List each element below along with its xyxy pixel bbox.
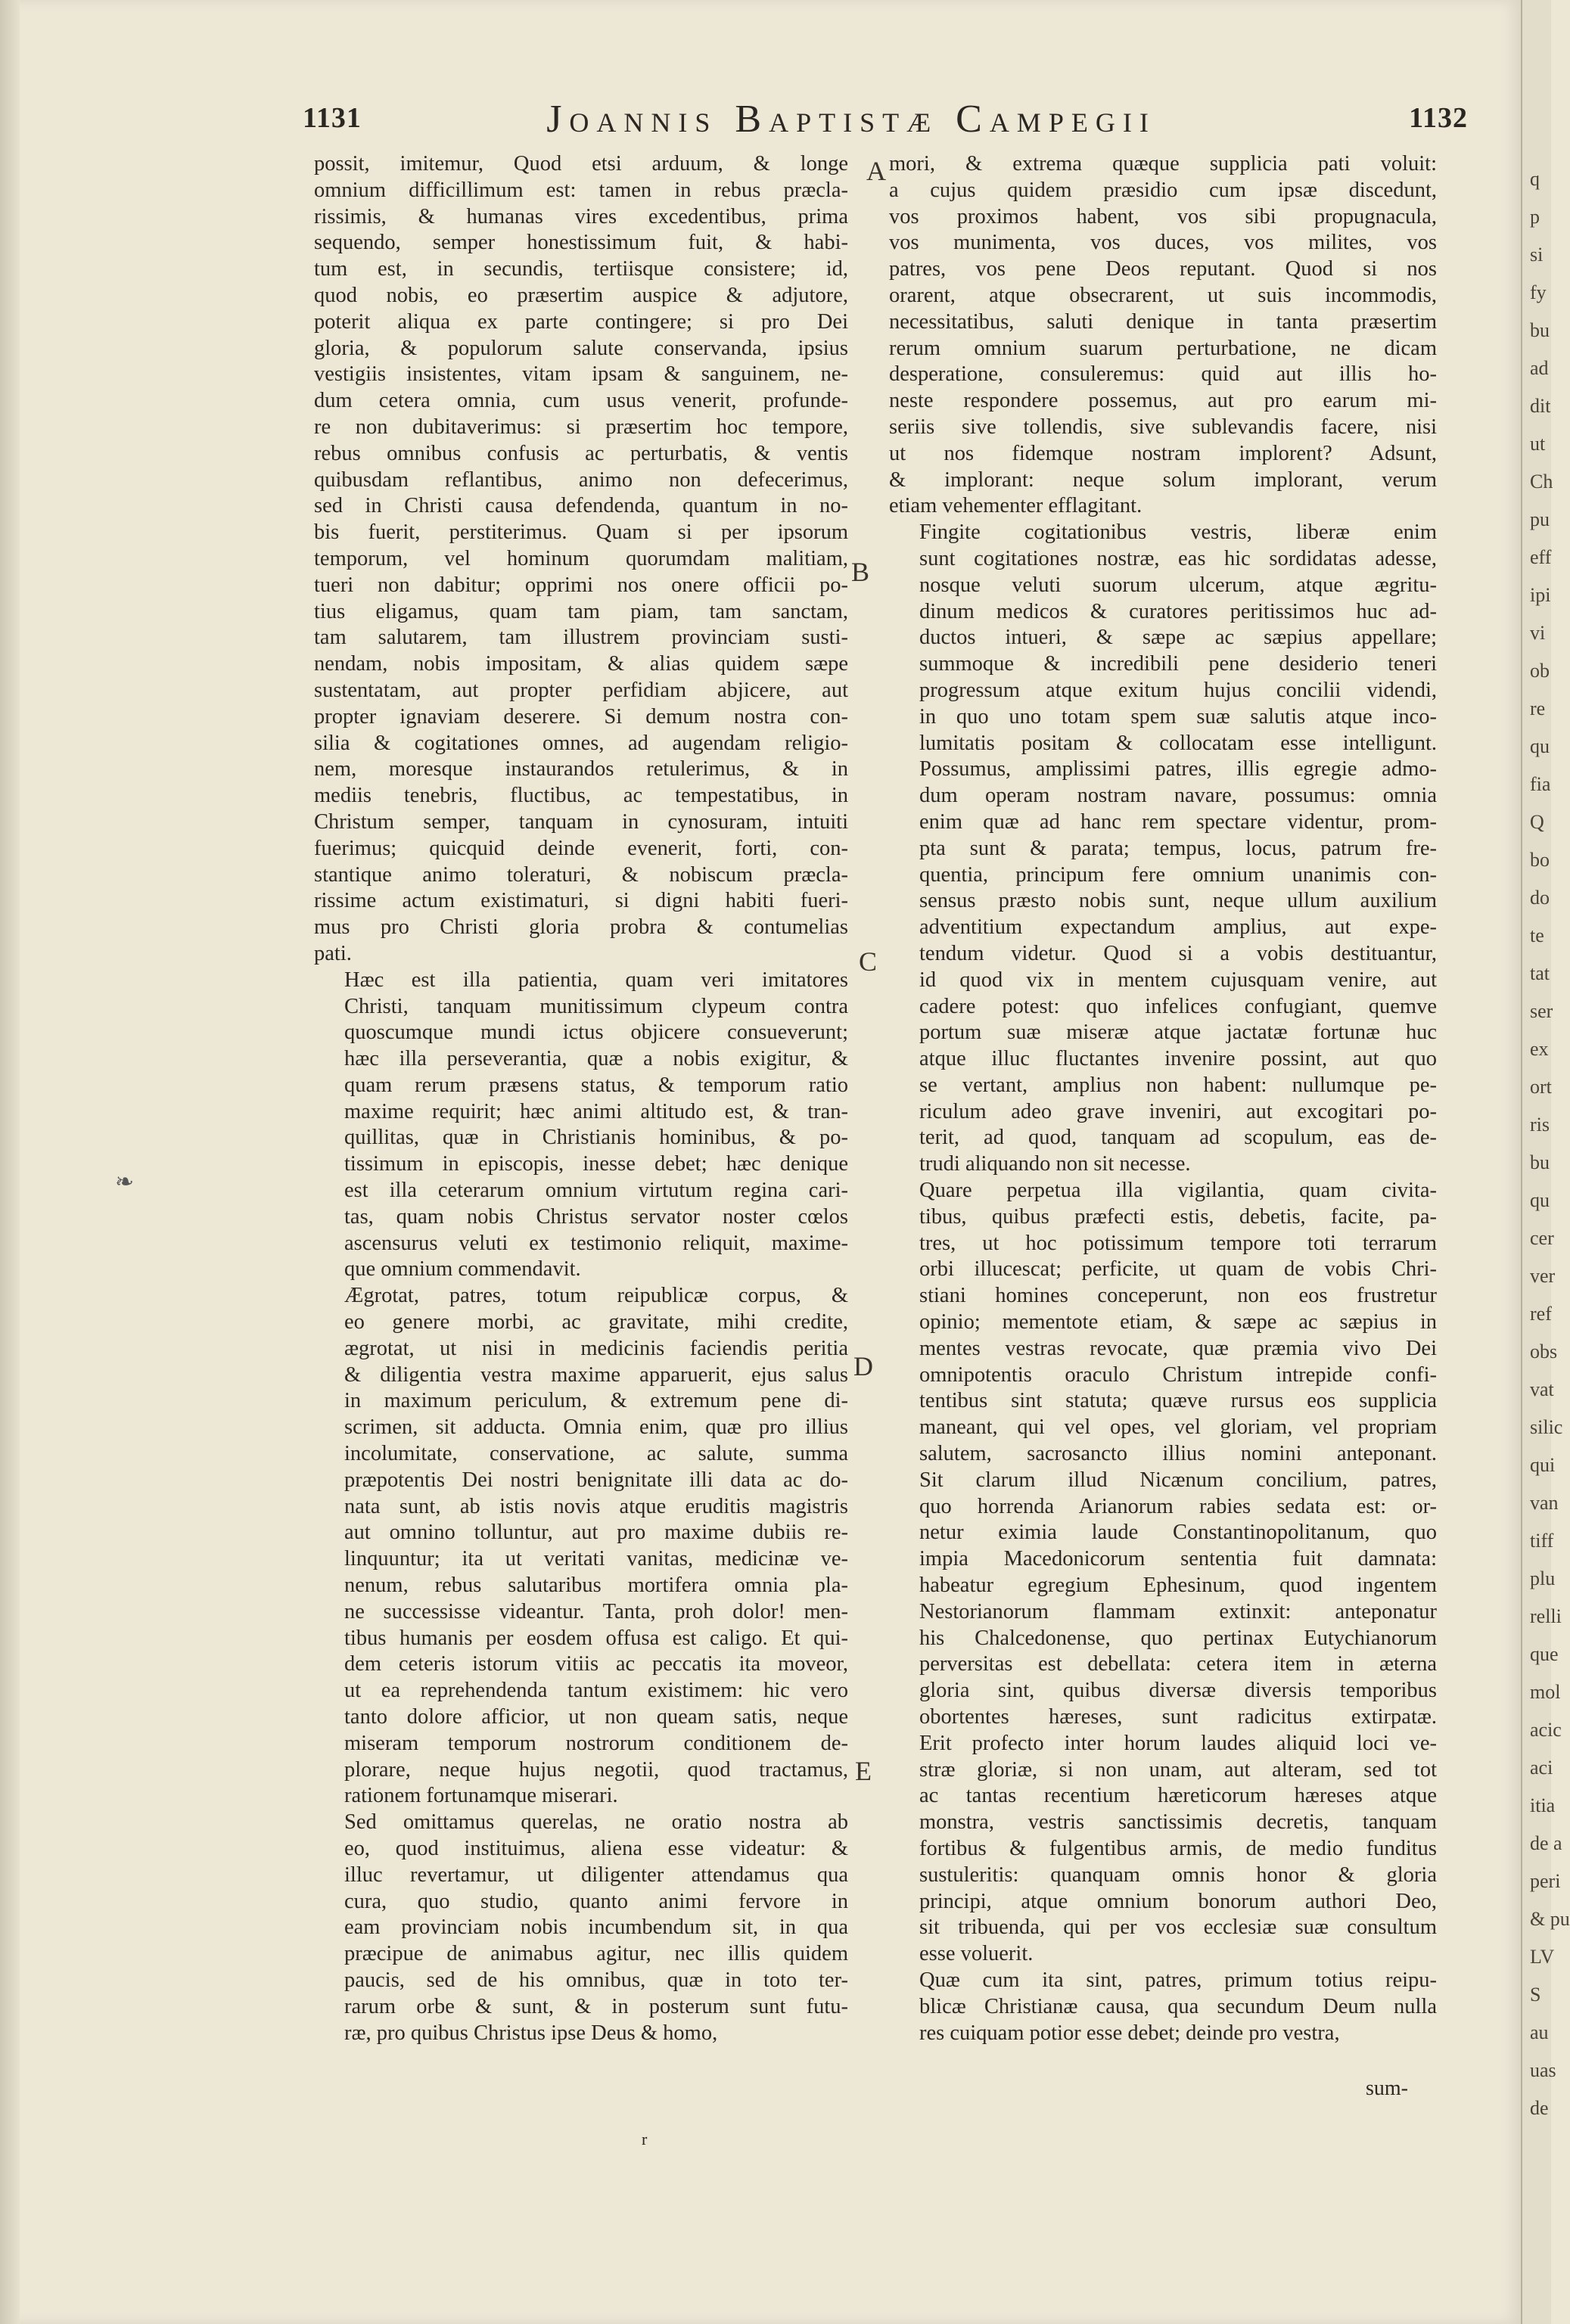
text-line: Sed omittamus querelas, ne oratio nostra ab <box>344 1810 848 1835</box>
margin-letter-c: C <box>859 946 878 977</box>
text-line: fuerimus; quicquid deinde evenerit, forti, con- <box>314 836 848 860</box>
facing-page-fragment: fy <box>1530 281 1547 303</box>
facing-page-fragment: relli <box>1530 1605 1562 1627</box>
text-line: illuc revertamur, ut diligenter attendamus qua <box>344 1863 848 1887</box>
text-line: fortibus & fulgentibus armis, de medio funditus <box>919 1837 1437 1860</box>
text-line: Christi, tanquam munitissimum clypeum contra <box>344 994 848 1018</box>
text-line: Sit clarum illud Nicænum concilium, patres, <box>919 1468 1437 1492</box>
text-line: ut ea reprehendenda tantum existimem: hic vero <box>344 1679 848 1703</box>
text-line: trudi aliquando non sit necesse. <box>919 1152 1191 1176</box>
facing-page-fragment: ipi <box>1530 584 1551 606</box>
facing-page-fragment: tat <box>1530 962 1550 984</box>
paragraph <box>889 1968 1437 2046</box>
text-line: Fingite cogitationibus vestris, liberæ enim <box>919 520 1437 545</box>
text-line: & implorant: neque solum implorant, verum <box>889 468 1437 492</box>
text-line: vos munimenta, vos duces, vos milites, vos <box>889 231 1437 255</box>
text-line: poterit aliqua ex parte contingere; si pro Dei <box>314 309 848 334</box>
text-line: tres, ut hoc potissimum tempore toti terrarum <box>919 1231 1437 1255</box>
text-line: ductos intueri, & sæpe ac sæpius appellare; <box>919 626 1437 650</box>
text-line: que omnium commendavit. <box>344 1257 581 1282</box>
facing-page-fragment: si <box>1530 244 1544 266</box>
text-line: scrimen, sit adducta. Omnia enim, quæ pro illius <box>344 1415 848 1440</box>
text-line: terit, ad quod, tanquam ad scopulum, eas de- <box>919 1126 1437 1150</box>
text-line: eam provinciam nobis incumbendum sit, in qua <box>344 1915 848 1940</box>
margin-letter-a: A <box>866 156 886 186</box>
text-line: paucis, sed de his omnibus, quæ in toto ter- <box>344 1968 848 1992</box>
facing-page-fragment: re <box>1530 698 1546 719</box>
text-line: sunt cogitationes nostræ, eas hic sordidatas adesse, <box>919 546 1437 570</box>
text-line: quam rerum præsens status, & temporum ratio <box>344 1073 848 1097</box>
facing-page-fragment: bu <box>1530 319 1550 341</box>
text-line: dinum medicos & curatores peritissimos huc ad- <box>919 599 1437 623</box>
text-line: rebus omnibus confusis ac perturbatis, & ventis <box>314 441 848 465</box>
text-line: lumitatis positam & collocatam esse intelligunt. <box>919 731 1437 755</box>
text-line: nendam, nobis impositam, & alias quidem sæpe <box>314 652 848 676</box>
text-line: tissimum in episcopis, inesse debet; hæc denique <box>344 1152 848 1176</box>
text-line: a cujus quidem præsidio cum ipsæ discedunt, <box>889 178 1437 202</box>
text-line: silia & cogitationes omnes, ad augendam religio- <box>314 731 848 755</box>
facing-page-fragment: qu <box>1530 735 1550 757</box>
text-line: omnipotentis oraculo Christum intrepide confi- <box>919 1362 1437 1387</box>
text-line: stiani homines conceperunt, non eos frustretur <box>919 1284 1437 1308</box>
text-line: ræ, pro quibus Christus ipse Deus & homo, <box>344 2021 718 2045</box>
facing-page-fragment: vat <box>1530 1378 1554 1400</box>
text-line: seriis sive tollendis, sive sublevandis facere, nisi <box>889 415 1437 439</box>
facing-page-fragment: silic <box>1530 1416 1563 1438</box>
text-line: desperatione, consuleremus: quid aut illis ho- <box>889 362 1437 387</box>
text-line: incolumitate, conservatione, ac salute, summa <box>344 1442 848 1466</box>
paragraph <box>314 151 848 968</box>
facing-page-fragment: au <box>1530 2021 1549 2043</box>
text-line: Quæ cum ita sint, patres, primum totius reipu- <box>919 1968 1437 1992</box>
facing-page-fragment: ref <box>1530 1303 1552 1325</box>
margin-letter-e: E <box>855 1756 872 1786</box>
text-line: temporum, vel hominum quorumdam malitiam, <box>314 546 848 570</box>
text-line: orarent, atque obsecrarent, ut suis incommodis, <box>889 283 1437 307</box>
text-line: aut omnino tolluntur, aut pro maxime dubiis re- <box>344 1521 848 1545</box>
margin-letter-b: B <box>851 557 870 587</box>
facing-page-fragment: qu <box>1530 1189 1550 1211</box>
text-line: sensus præsto nobis sunt, neque ullum auxilium <box>919 889 1437 913</box>
text-line: vestigiis insistentes, vitam ipsam & sanguinem, ne- <box>314 362 848 387</box>
facing-page-fragment: fia <box>1530 773 1551 795</box>
paragraph <box>889 520 1437 1178</box>
text-line: mori, & extrema quæque supplicia pati voluit: <box>889 152 1437 176</box>
text-line: blicæ Christianæ causa, qua secundum Deum nulla <box>919 1994 1437 2018</box>
text-line: hæc illa perseverantia, quæ a nobis exigitur, & <box>344 1047 848 1071</box>
text-line: esse voluerit. <box>919 1942 1034 1966</box>
text-line: præcipue de animabus agitur, nec illis quidem <box>344 1942 848 1966</box>
text-line: gloria, & populorum salute conservanda, ipsius <box>314 336 848 360</box>
facing-page-fragment: vi <box>1530 622 1546 644</box>
facing-page-fragment: & pu <box>1530 1908 1570 1930</box>
catchword: sum- <box>1366 2077 1408 2100</box>
text-line: tentibus sint statuta; quæve rursus eos supplicia <box>919 1389 1437 1413</box>
text-line: re non dubitaverimus: si præsertim hoc tempore, <box>314 415 848 439</box>
text-line: sit tribuenda, qui per vos ecclesiæ suæ consultum <box>919 1915 1437 1940</box>
text-line: tibus, quibus præfecti estis, debetis, facite, pa- <box>919 1204 1437 1229</box>
text-line: præpotentis Dei nostri benignitate illi data ac do- <box>344 1468 848 1492</box>
facing-page-fragment: ob <box>1530 660 1550 682</box>
text-line: enim quæ ad hanc rem spectare videntur, prom- <box>919 809 1437 834</box>
text-line: riculum adeo grave inveniri, aut excogitari po- <box>919 1099 1437 1123</box>
running-head <box>303 97 1468 150</box>
text-line: propter ignaviam deserere. Si demum nostra con- <box>314 704 848 729</box>
facing-page-fragment: p <box>1530 206 1540 228</box>
text-line: impia Macedonicorum sententia fuit damnata: <box>919 1547 1437 1571</box>
text-line: Quare perpetua illa vigilantia, quam civita- <box>919 1179 1437 1203</box>
text-line: nenum, rebus salutaribus mortifera omnia pla- <box>344 1574 848 1598</box>
facing-page-fragment: cer <box>1530 1227 1554 1249</box>
text-line: res cuiquam potior esse debet; deinde pro vestra, <box>919 2021 1340 2045</box>
facing-page-fragment: uas <box>1530 2059 1556 2081</box>
text-line: quod nobis, eo præsertim auspice & adjutore, <box>314 283 848 307</box>
paragraph <box>889 151 1437 520</box>
text-line: pta sunt & parata; tempus, locus, patrum fre- <box>919 836 1437 860</box>
margin-letter-d: D <box>853 1351 873 1381</box>
text-line: ut nos fidemque nostram implorent? Adsunt, <box>889 441 1437 465</box>
facing-page-fragment: ver <box>1530 1265 1556 1287</box>
text-line: netur eximia laude Constantinopolitanum, quo <box>919 1521 1437 1545</box>
text-line: perversitas est debellata: cetera item in æterna <box>919 1652 1437 1676</box>
facing-page-fragment: ris <box>1530 1114 1550 1136</box>
text-line: quo horrenda Arianorum rabies sedata est: or- <box>919 1494 1437 1518</box>
text-line: dum cetera omnia, cum usus venerit, profunde- <box>314 389 848 413</box>
text-line: adventitium expectandum amplius, aut expe- <box>919 915 1437 940</box>
facing-page-fragment: do <box>1530 887 1550 909</box>
page-number-right: 1132 <box>1409 102 1468 134</box>
facing-page-fragment: aci <box>1530 1757 1553 1779</box>
text-line: his Chalcedonense, quo pertinax Eutychianorum <box>919 1626 1437 1650</box>
text-line: tibus humanis per eosdem offusa est caligo. Et qui- <box>344 1626 848 1650</box>
facing-page-fragment: bu <box>1530 1151 1550 1173</box>
text-line: dum operam nostram navare, possumus: omnia <box>919 784 1437 808</box>
text-line: plorare, neque hujus negotii, quod tractamus, <box>344 1757 848 1782</box>
text-line: tum est, in secundis, tertiisque consistere; id, <box>314 257 848 281</box>
text-line: ne successisse videantur. Tanta, proh dolor! men- <box>344 1599 848 1623</box>
text-line: stræ gloriæ, si non unam, aut alteram, sed tot <box>919 1757 1437 1782</box>
facing-page-fragment: ser <box>1530 1000 1553 1022</box>
text-line: tanto dolore afficior, ut non queam satis, neque <box>344 1705 848 1729</box>
text-line: cura, quo studio, quanto animi fervore in <box>344 1889 848 1913</box>
text-column-right <box>889 151 1437 2046</box>
text-line: sed in Christi causa defendenda, quantum in no- <box>314 494 848 518</box>
adjacent-page-edge <box>1521 0 1570 2324</box>
text-line: summoque & incredibili pene desiderio teneri <box>919 652 1437 676</box>
text-line: tius eligamus, quam tam piam, tam sanctam, <box>314 599 848 623</box>
text-line: & diligentia vestra maxime apparuerit, ejus salus <box>344 1362 848 1387</box>
paragraph <box>314 968 848 1284</box>
facing-page-fragment: ut <box>1530 433 1546 455</box>
text-line: nata sunt, ab istis novis atque eruditis magistris <box>344 1494 848 1518</box>
text-line: mus pro Christi gloria probra & contumelias <box>314 915 848 940</box>
facing-page-fragment: ort <box>1530 1076 1552 1098</box>
facing-page-fragment: Ch <box>1530 471 1553 492</box>
facing-page-fragment: Q <box>1530 811 1544 833</box>
text-line: maxime requirit; hæc animi altitudo est, & tran- <box>344 1099 848 1123</box>
text-line: eo genere morbi, ac gravitate, mihi credite, <box>344 1310 848 1334</box>
paragraph <box>889 1178 1437 1968</box>
text-line: obortentes hæreses, sunt radicitus extirpatæ. <box>919 1705 1437 1729</box>
text-line: quillitas, quæ in Christianis hominibus, & po- <box>344 1126 848 1150</box>
facing-page-fragment: de <box>1530 2097 1549 2119</box>
text-line: dem ceteris istorum vitiis ac peccatis ita moveor, <box>344 1652 848 1676</box>
text-line: rissime actum existimaturi, si digni habiti fueri- <box>314 889 848 913</box>
text-line: Christum semper, tanquam in cynosuram, intuiti <box>314 809 848 834</box>
text-line: vos proximos habent, vos sibi propugnacula, <box>889 204 1437 228</box>
text-line: quoscumque mundi ictus objicere consueverunt; <box>344 1021 848 1045</box>
text-line: portum suæ miseræ atque jactatæ fortunæ huc <box>919 1021 1437 1045</box>
text-line: atque illuc fluctantes invenire possint, aut quo <box>919 1047 1437 1071</box>
text-line: neste respondere possemus, aut pro earum mi- <box>889 389 1437 413</box>
facing-page-fragment: peri <box>1530 1870 1561 1892</box>
binding-gutter <box>0 0 20 2324</box>
text-line: omnium difficillimum est: tamen in rebus præcla- <box>314 178 848 202</box>
facing-page-fragment: bo <box>1530 849 1550 871</box>
facing-page-fragment: acic <box>1530 1719 1562 1741</box>
text-line: Ægrotat, patres, totum reipublicæ corpus, & <box>344 1284 848 1308</box>
text-line: in quo uno totam spem suæ salutis atque inco- <box>919 704 1437 729</box>
text-line: opinio; mementote etiam, & sæpe ac sæpius in <box>919 1310 1437 1334</box>
facing-page-fragment: pu <box>1530 508 1550 530</box>
text-line: sequendo, semper honestissimum fuit, & habi- <box>314 231 848 255</box>
text-line: sustentatam, aut propter perfidiam abjicere, aut <box>314 678 848 702</box>
text-line: ascensurus veluti ex testimonio reliquit, maxime- <box>344 1231 848 1255</box>
text-line: id quod vix in mentem cujusquam venire, aut <box>919 968 1437 992</box>
paragraph <box>314 1283 848 1810</box>
facing-page-fragment: que <box>1530 1643 1559 1665</box>
facing-page-fragment: obs <box>1530 1341 1558 1362</box>
text-line: habeatur egregium Ephesinum, quod ingentem <box>919 1574 1437 1598</box>
text-line: tendum videtur. Quod si a vobis destituantur, <box>919 941 1437 965</box>
page-number-left: 1131 <box>303 102 362 134</box>
facing-page-fragment: itia <box>1530 1794 1556 1816</box>
running-title: Joannis Baptistæ Campegii <box>546 98 1156 141</box>
text-line: mediis tenebris, fluctibus, ac tempestatibus, in <box>314 784 848 808</box>
facing-page-fragment: tiff <box>1530 1530 1554 1552</box>
text-line: Erit profecto inter horum laudes aliquid loci ve- <box>919 1731 1437 1755</box>
facing-page-fragment: ex <box>1530 1038 1549 1060</box>
facing-page-fragment: te <box>1530 924 1544 946</box>
text-line: rissimis, & humanas vires excedentibus, prima <box>314 204 848 228</box>
text-line: nem, moresque instaurandos retulerimus, & in <box>314 757 848 781</box>
text-line: miseram temporum nostrorum conditionem de- <box>344 1731 848 1755</box>
text-line: quentia, principum fere omnium unanimis con- <box>919 862 1437 887</box>
text-line: est illa ceterarum omnium virtutum regina cari- <box>344 1179 848 1203</box>
facing-page-fragment: dit <box>1530 395 1551 417</box>
facing-page-fragment: ad <box>1530 357 1549 379</box>
facing-page-fragment: van <box>1530 1492 1559 1514</box>
text-line: tam salutarem, tam illustrem provinciam susti- <box>314 626 848 650</box>
facing-page-fragment: q <box>1530 168 1540 190</box>
facing-page-fragment: plu <box>1530 1567 1556 1589</box>
text-line: mentes vestras revocate, quæ præmia vivo Dei <box>919 1336 1437 1360</box>
text-line: possit, imitemur, Quod etsi arduum, & longe <box>314 152 848 176</box>
text-line: linquuntur; ita ut veritati vanitas, medicinæ ve- <box>344 1547 848 1571</box>
text-line: cadere potest: quo infelices confugiant, quemve <box>919 994 1437 1018</box>
text-line: in maximum periculum, & extremum pene di- <box>344 1389 848 1413</box>
text-line: orbi illucescat; perficite, ut quam de vobis Chri- <box>919 1257 1437 1282</box>
text-line: maneant, qui vel opes, vel gloriam, vel propriam <box>919 1415 1437 1440</box>
facing-page-fragment: de a <box>1530 1832 1562 1854</box>
text-line: quibusdam reflantibus, animo non defecerimus, <box>314 468 848 492</box>
facing-page-fragment: qui <box>1530 1454 1556 1476</box>
text-line: Nestorianorum flammam extinxit: anteponatur <box>919 1599 1437 1623</box>
text-line: etiam vehementer efflagitant. <box>889 494 1143 518</box>
facing-page-fragment: mol <box>1530 1681 1561 1703</box>
text-line: ægrotat, ut nisi in medicinis faciendis peritia <box>344 1336 848 1360</box>
facing-page-fragment: S <box>1530 1984 1541 2006</box>
text-line: necessitatibus, saluti denique in tanta præsertim <box>889 309 1437 334</box>
text-line: stantique animo toleraturi, & nobiscum præcla- <box>314 862 848 887</box>
text-line: rerum omnium suarum perturbatione, ne dicam <box>889 336 1437 360</box>
paragraph <box>314 1810 848 2046</box>
text-line: tas, quam nobis Christus servator noster cœlos <box>344 1204 848 1229</box>
text-line: ac tantas recentium hæreticorum hæreses atque <box>919 1784 1437 1808</box>
signature-mark: r <box>642 2130 648 2148</box>
text-column-left <box>314 151 848 2046</box>
text-line: pati. <box>314 941 352 965</box>
text-line: eo, quod instituimus, aliena esse videatur: & <box>344 1837 848 1860</box>
facing-page-fragment: LV <box>1530 1946 1555 1968</box>
text-line: bis fuerit, perstiterimus. Quam si per ipsorum <box>314 520 848 545</box>
text-line: Possumus, amplissimi patres, illis egregie admo- <box>919 757 1437 781</box>
text-line: salutem, sacrosancto illius nomini anteponant. <box>919 1442 1437 1466</box>
text-line: progressum atque exitum hujus concilii videndi, <box>919 678 1437 702</box>
text-line: se vertant, amplius non habent: nullumque pe- <box>919 1073 1437 1097</box>
text-line: rarum orbe & sunt, & in posterum sunt futu- <box>344 1994 848 2018</box>
text-line: patres, vos pene Deos reputant. Quod si nos <box>889 257 1437 281</box>
text-line: gloria sint, quibus diversæ diversis temporibus <box>919 1679 1437 1703</box>
text-line: monstra, vestris sanctissimis decretis, tanquam <box>919 1810 1437 1835</box>
facing-page-fragment: eff <box>1530 546 1552 568</box>
text-line: sustuleritis: quanquam omnis honor & gloria <box>919 1863 1437 1887</box>
text-line: rationem fortunamque miserari. <box>344 1784 618 1808</box>
ink-blot-ornament: ❧ <box>115 1170 135 1195</box>
text-line: tueri non dabitur; opprimi nos onere officii po- <box>314 573 848 597</box>
text-line: principi, atque omnium bonorum authori Deo, <box>919 1889 1437 1913</box>
text-line: Hæc est illa patientia, quam veri imitatores <box>344 968 848 992</box>
text-line: nosque veluti suorum ulcerum, atque ægritu- <box>919 573 1437 597</box>
